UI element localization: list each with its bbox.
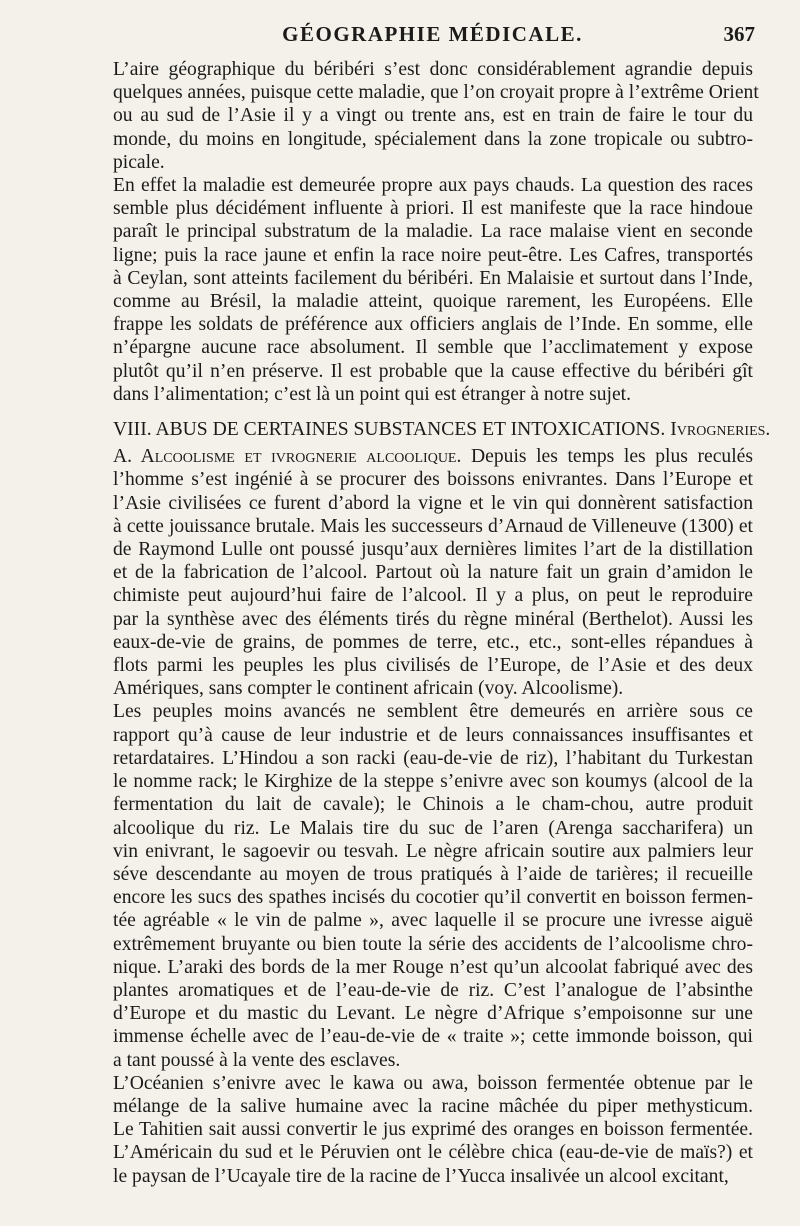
text-line: eaux-de-vie de grains, de pommes de terre, etc., etc., sont-elles répandues à bbox=[113, 631, 753, 653]
text-line-rest: Depuis les temps les plus reculés bbox=[471, 446, 753, 468]
text-line: paraît le principal substratum de la maladie. La race malaise vient en seconde bbox=[113, 221, 753, 243]
text-line: et de la fabrication de l’alcool. Partout où la nature fait un grain d’amidon le bbox=[113, 562, 753, 584]
text-line: mélange de la salive humaine avec la racine mâchée du piper methysticum. bbox=[113, 1095, 753, 1117]
text-line: monde, du moins en longitude, spécialement dans la zone tropicale ou subtro- bbox=[113, 128, 753, 150]
text-line bbox=[113, 445, 753, 468]
text-line: vin enivrant, le sagoevir ou tesvah. Le nègre africain soutire aux palmiers leur bbox=[113, 840, 753, 862]
text-line: L’aire géographique du béribéri s’est donc considérablement agrandie depuis bbox=[113, 59, 753, 80]
subsection-lead: A. Alcoolisme et ivrognerie alcoolique. bbox=[113, 446, 462, 468]
section-heading-title: VIII. ABUS DE CERTAINES SUBSTANCES ET INTOXICATIONS. bbox=[113, 419, 666, 441]
text-line: encore les sucs des spathes incisés du cocotier qu’il convertit en boisson fermen- bbox=[113, 887, 753, 909]
page-number: 367 bbox=[723, 22, 755, 46]
text-line: nique. L’araki des bords de la mer Rouge n’est qu’un alcoolat fabriqué avec des bbox=[113, 956, 753, 978]
text-line: retardataires. L’Hindou a son racki (eau-de-vie de riz), l’habitant du Turkestan bbox=[113, 747, 753, 769]
text-line: plutôt qu’il n’en préserve. Il est probable que la cause effective du béribéri gît bbox=[113, 360, 753, 382]
text-line: tée agréable « le vin de palme », avec laquelle il se procure une ivresse aiguë bbox=[113, 910, 753, 932]
text-line: dans l’alimentation; c’est là un point qui est étranger à notre sujet. bbox=[113, 383, 631, 405]
text-line: immense échelle avec de l’eau-de-vie de « traite »; cette immonde boisson, qui bbox=[113, 1026, 753, 1048]
section-heading bbox=[113, 418, 771, 441]
text-line: de Raymond Lulle ont poussé jusqu’aux dernières limites l’art de la distillation bbox=[113, 539, 753, 561]
text-line: quelques années, puisque cette maladie, que l’on croyait propre à l’extrême Orient bbox=[113, 82, 759, 104]
text-line: L’Océanien s’enivre avec le kawa ou awa, boisson fermentée obtenue par le bbox=[113, 1072, 753, 1094]
text-line: extrêmement bruyante ou bien toute la série des accidents de l’alcoolisme chro- bbox=[113, 933, 753, 955]
text-line: flots parmi les peuples les plus civilisés de l’Europe, de l’Asie et des deux bbox=[113, 655, 753, 677]
paragraph-1 bbox=[113, 58, 759, 174]
paragraph-5 bbox=[113, 1072, 753, 1188]
text-line: plantes aromatiques et de l’eau-de-vie de riz. C’est l’analogue de l’absinthe bbox=[113, 979, 753, 1001]
text-line: à Ceylan, sont atteints facilement du béribéri. En Malaisie et surtout dans l’Inde, bbox=[113, 267, 753, 289]
section-heading-tail: Ivrogneries. bbox=[670, 419, 771, 441]
text-line: chimiste peut aujourd’hui faire de l’alcool. Il y a plus, on peut le reproduire bbox=[113, 585, 753, 607]
paragraph-4 bbox=[113, 700, 753, 1071]
page-header bbox=[110, 22, 755, 52]
text-line: picale. bbox=[113, 151, 165, 173]
text-line: rapport qu’à cause de leur industrie et de leurs connaissances insuffisantes et bbox=[113, 724, 753, 746]
text-line: d’Europe et du mastic du Levant. Le nègre d’Afrique s’empoisonne sur une bbox=[113, 1003, 753, 1025]
text-line: Amériques, sans compter le continent africain (voy. Alcoolisme). bbox=[113, 678, 624, 700]
text-line: frappe les soldats de préférence aux officiers anglais de l’Inde. En somme, elle bbox=[113, 314, 753, 336]
text-line: le paysan de l’Ucayale tire de la racine de l’Yucca insalivée un alcool excitant, bbox=[113, 1165, 729, 1187]
text-line: semble plus décidément influente à priori. Il est manifeste que la race hindoue bbox=[113, 198, 753, 220]
text-line: par la synthèse avec des éléments tirés du règne minéral (Berthelot). Aussi les bbox=[113, 608, 753, 630]
text-line: séve descendante au moyen de trous pratiqués à l’aide de tarières; il recueille bbox=[113, 863, 753, 885]
text-line: Les peuples moins avancés ne semblent être demeurés en arrière sous ce bbox=[113, 701, 753, 723]
text-line: ligne; puis la race jaune et enfin la race noire peut-être. Les Cafres, transportés bbox=[113, 244, 753, 266]
paragraph-3 bbox=[113, 445, 753, 700]
text-line: L’Américain du sud et le Péruvien ont le célèbre chica (eau-de-vie de maïs?) et bbox=[113, 1142, 753, 1164]
text-line: l’homme s’est ingénié à se procurer des boissons enivrantes. Dans l’Europe et bbox=[113, 469, 753, 491]
paragraph-2 bbox=[113, 174, 753, 406]
text-line: fermentation du lait de cavale); le Chinois a le cham-chou, autre produit bbox=[113, 794, 753, 816]
text-line: alcoolique du riz. Le Malais tire du suc de l’aren (Arenga saccharifera) un bbox=[113, 817, 753, 839]
text-line: ou au sud de l’Asie il y a vingt ou trente ans, est en train de faire le tour du bbox=[113, 105, 753, 127]
text-line: l’Asie civilisées ce furent d’abord la vigne et le vin qui donnèrent satisfaction bbox=[113, 492, 753, 514]
running-title: GÉOGRAPHIE MÉDICALE. bbox=[282, 22, 583, 46]
text-line: comme au Brésil, la maladie atteint, quoique rarement, les Européens. Elle bbox=[113, 291, 753, 313]
text-line: En effet la maladie est demeurée propre aux pays chauds. La question des races bbox=[113, 175, 753, 197]
text-line: le nomme rack; le Kirghize de la steppe s’enivre avec son koumys (alcool de la bbox=[113, 771, 753, 793]
text-line: à cette jouissance brutale. Mais les successeurs d’Arnaud de Villeneuve (1300) et bbox=[113, 515, 753, 537]
text-line: a tant poussé à la vente des esclaves. bbox=[113, 1049, 401, 1071]
text-line: Le Tahitien sait aussi convertir le jus exprimé des oranges en boisson fermentée. bbox=[113, 1119, 753, 1141]
page-body bbox=[113, 58, 771, 1188]
text-line: n’épargne aucune race absolument. Il semble que l’acclimatement y expose bbox=[113, 337, 753, 359]
